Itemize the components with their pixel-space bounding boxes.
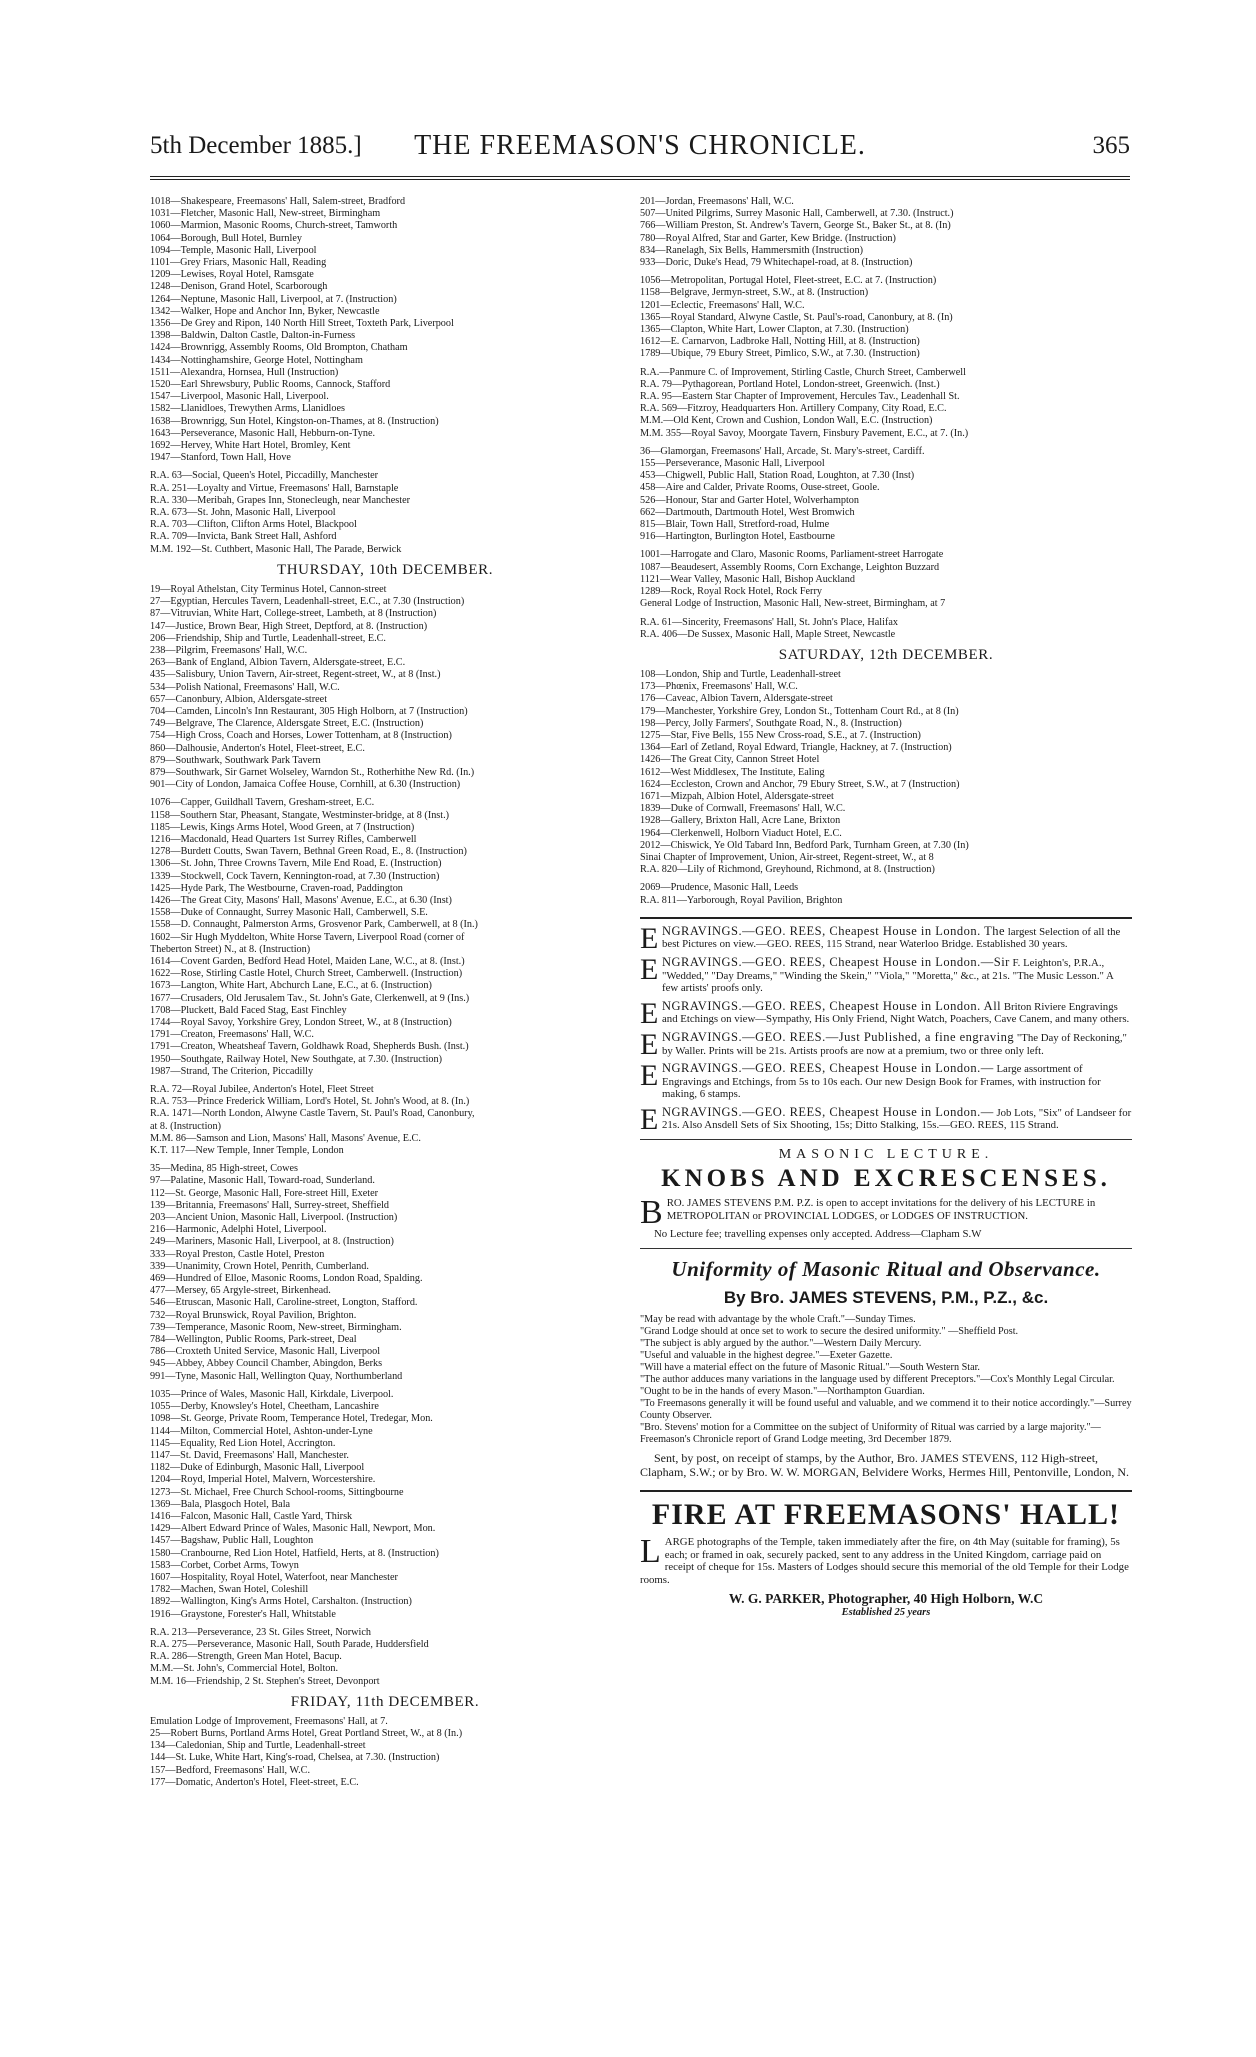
list-item: 1416—Falcon, Masonic Hall, Castle Yard, Thirsk xyxy=(150,1510,353,1522)
engravings-ad xyxy=(640,1027,1132,1061)
list-item: 1673—Langton, White Hart, Abchurch Lane, E.C., at 6. (Instruction) xyxy=(150,980,432,992)
friday-london-lodges xyxy=(150,1716,620,1789)
list-item: 1087—Beaudesert, Assembly Rooms, Corn Exchange, Leighton Buzzard xyxy=(640,561,940,573)
wednesday-chapters-list xyxy=(150,470,620,555)
engravings-ad xyxy=(640,921,1132,955)
list-item: R.A. 753—Prince Frederick William, Lord's Hotel, St. John's Wood, at 8. (In.) xyxy=(150,1096,470,1108)
list-item: "Bro. Stevens' motion for a Committee on the subject of Uniformity of Ritual was carried by a large majority."—Freemason's Chronicle report of Grand Lodge meeting, 3rd December 1879. xyxy=(640,1421,1101,1445)
engravings-ad xyxy=(640,1102,1132,1136)
list-item: 1964—Clerkenwell, Holborn Viaduct Hotel, E.C. xyxy=(640,827,842,839)
list-item: 35—Medina, 85 High-street, Cowes xyxy=(150,1163,298,1175)
list-item: 1744—Royal Savoy, Yorkshire Grey, London Street, W., at 8 (Instruction) xyxy=(150,1017,452,1028)
list-item: 155—Perseverance, Masonic Hall, Liverpool xyxy=(640,458,825,470)
book-title: Uniformity of Masonic Ritual and Observance. xyxy=(671,1256,1101,1281)
list-item: 201—Jordan, Freemasons' Hall, W.C. xyxy=(640,196,794,207)
list-item: 1209—Lewises, Royal Hotel, Ramsgate xyxy=(150,269,314,281)
book-reviews xyxy=(640,1314,1132,1446)
lecture-fee-note: No Lecture fee; travelling expenses only accepted. Address—Clapham S.W xyxy=(654,1228,982,1241)
thursday-london-lodges xyxy=(150,584,620,791)
list-item: 916—Hartington, Burlington Hotel, Eastbourne xyxy=(640,531,835,543)
list-item: 1289—Rock, Royal Rock Hotel, Rock Ferry xyxy=(640,586,822,598)
list-item: 1158—Belgrave, Jermyn-street, S.W., at 8. (Instruction) xyxy=(640,287,869,299)
list-item: Theberton Street) N., at 8. (Instruction) xyxy=(150,943,311,955)
list-item: 1426—The Great City, Cannon Street Hotel xyxy=(640,754,820,766)
friday-provincial-lodges xyxy=(640,446,1132,544)
saturday-provincial xyxy=(640,882,1132,906)
ad-body: "The Day of Reckoning," by Waller. Prints will be 21s. Artists proofs are now at a premium, two or three only left. xyxy=(662,1031,1127,1057)
list-item: 1364—Earl of Zetland, Royal Edward, Triangle, Hackney, at 7. (Instruction) xyxy=(640,742,952,754)
list-item: 1064—Borough, Bull Hotel, Burnley xyxy=(150,232,302,244)
list-item: 176—Caveac, Albion Tavern, Aldersgate-street xyxy=(640,693,833,705)
list-item: General Lodge of Instruction, Masonic Hall, New-street, Birmingham, at 7 xyxy=(640,598,946,610)
list-item: "May be read with advantage by the whole Craft."—Sunday Times. xyxy=(640,1313,916,1325)
list-item: 1426—The Great City, Masons' Hall, Masons' Avenue, E.C., at 6.30 (Inst) xyxy=(150,894,452,906)
list-item: 1520—Earl Shrewsbury, Public Rooms, Cannock, Stafford xyxy=(150,379,391,391)
list-item: 177—Domatic, Anderton's Hotel, Fleet-street, E.C. xyxy=(150,1776,359,1788)
list-item: 1001—Harrogate and Claro, Masonic Rooms, Parliament-street Harrogate xyxy=(640,549,944,561)
list-item: 860—Dalhousie, Anderton's Hotel, Fleet-street, E.C. xyxy=(150,742,365,754)
drop-cap: B xyxy=(640,1194,663,1232)
list-item: 458—Aire and Calder, Private Rooms, Ouse-street, Goole. xyxy=(640,482,880,494)
list-item: 1278—Burdett Coutts, Swan Tavern, Bethnal Green Road, E., 8. (Instruction) xyxy=(150,846,467,858)
list-item: 534—Polish National, Freemasons' Hall, W.C. xyxy=(150,681,340,693)
list-item: R.A. 569—Fitzroy, Headquarters Hon. Artillery Company, City Road, E.C. xyxy=(640,403,947,415)
list-item: 1643—Perseverance, Masonic Hall, Hebburn-on-Tyne. xyxy=(150,427,376,439)
ad-body: Large assortment of Engravings and Etchings, from 5s to 10s each. Our new Design Book for Frames, with instruction for making, 6 stamps. xyxy=(662,1063,1101,1101)
list-item: 87—Vitruvian, White Hart, College-street, Lambeth, at 8 (Instruction) xyxy=(150,608,437,620)
list-item: 435—Salisbury, Union Tavern, Air-street, Regent-street, W., at 8 (Inst.) xyxy=(150,669,441,681)
lecture-label: MASONIC LECTURE. xyxy=(778,1147,994,1163)
list-item: 546—Etruscan, Masonic Hall, Caroline-street, Longton, Stafford. xyxy=(150,1297,418,1309)
header-rule-thin xyxy=(150,179,1130,180)
friday-provincial-chapters xyxy=(640,617,1132,641)
ad-body: Briton Riviere Engravings and Etchings on view—Sympathy, His Only Friend, Night Watch, Poachers, Cave Canem, and many others. xyxy=(662,1000,1130,1026)
list-item: 1624—Eccleston, Crown and Anchor, 79 Ebury Street, S.W., at 7 (Instruction) xyxy=(640,778,960,790)
list-item: 1424—Brownrigg, Assembly Rooms, Old Brompton, Chatham xyxy=(150,342,408,354)
ad-body: largest Selection of all the best Pictures on view.—GEO. REES, 115 Strand, near Waterloo Bridge. Established 30 years. xyxy=(662,925,1121,951)
list-item: 879—Southwark, Southwark Park Tavern xyxy=(150,754,321,766)
list-item: 749—Belgrave, The Clarence, Aldersgate Street, E.C. (Instruction) xyxy=(150,718,424,730)
list-item: R.A. 61—Sincerity, Freemasons' Hall, St. John's Place, Halifax xyxy=(640,616,898,628)
drop-cap: L xyxy=(640,1532,661,1570)
list-item: 1144—Milton, Commercial Hotel, Ashton-under-Lyne xyxy=(150,1425,373,1437)
book-order-info: Sent, by post, on receipt of stamps, by the Author, Bro. JAMES STEVENS, 112 High-street, Clapham, S.W.; or by Bro. W. W. MORGAN, Belvidere Works, Hermes Hill, Pentonville, London, N. xyxy=(640,1450,1130,1480)
list-item: 25—Robert Burns, Portland Arms Hotel, Great Portland Street, W., at 8 (In.) xyxy=(150,1727,463,1739)
engravings-ad xyxy=(640,952,1132,995)
list-item: 879—Southwark, Sir Garnet Wolseley, Warndon St., Rotherhithe New Rd. (In.) xyxy=(150,766,475,778)
list-item: 1031—Fletcher, Masonic Hall, New-street, Birmingham xyxy=(150,208,381,220)
list-item: 754—High Cross, Coach and Horses, Lower Tottenham, at 8 (Instruction) xyxy=(150,730,452,742)
drop-cap: E xyxy=(640,996,659,1030)
list-item: 780—Royal Alfred, Star and Garter, Kew Bridge. (Instruction) xyxy=(640,232,896,244)
list-item: 144—St. Luke, White Hart, King's-road, Chelsea, at 7.30. (Instruction) xyxy=(150,1752,440,1764)
list-item: R.A. 330—Meribah, Grapes Inn, Stonecleugh, near Manchester xyxy=(150,494,410,506)
friday-chapters xyxy=(640,367,1132,440)
list-item: 991—Tyne, Masonic Hall, Wellington Quay, Northumberland xyxy=(150,1370,403,1382)
list-item: M.M.—Old Kent, Crown and Cushion, London Wall, E.C. (Instruction) xyxy=(640,415,933,427)
list-item: 1614—Covent Garden, Bedford Head Hotel, Maiden Lane, W.C., at 8. (Inst.) xyxy=(150,955,465,967)
list-item: M.M. 16—Friendship, 2 St. Stephen's Street, Devonport xyxy=(150,1675,380,1687)
established-note: Established 25 years xyxy=(841,1607,931,1619)
list-item: 112—St. George, Masonic Hall, Fore-street Hill, Exeter xyxy=(150,1187,379,1199)
lecture-title: KNOBS AND EXCRESCENSES. xyxy=(661,1165,1111,1193)
list-item: 704—Camden, Lincoln's Inn Restaurant, 305 High Holborn, at 7 (Instruction) xyxy=(150,705,468,717)
list-item: 1216—Macdonald, Head Quarters 1st Surrey Rifles, Camberwell xyxy=(150,833,417,845)
list-item: 1339—Stockwell, Cock Tavern, Kennington-road, at 7.30 (Instruction) xyxy=(150,870,440,882)
list-item: 1121—Wear Valley, Masonic Hall, Bishop Auckland xyxy=(640,573,855,585)
list-item: 1060—Marmion, Masonic Rooms, Church-street, Tamworth xyxy=(150,220,398,232)
fire-notice xyxy=(640,1532,1132,1587)
engravings-ad xyxy=(640,1059,1132,1101)
list-item: 1248—Denison, Grand Hotel, Scarborough xyxy=(150,281,328,293)
list-item: "To Freemasons generally it will be found useful and valuable, and we commend it to their notice accordingly."—Surrey County Observer. xyxy=(640,1397,1132,1421)
list-item: R.A. 1471—North London, Alwyne Castle Tavern, St. Paul's Road, Canonbury, xyxy=(150,1108,475,1120)
list-item: M.M. 192—St. Cuthbert, Masonic Hall, The Parade, Berwick xyxy=(150,543,402,555)
list-item: at 8. (Instruction) xyxy=(150,1120,222,1132)
photographer-credit: W. G. PARKER, Photographer, 40 High Holborn, W.C xyxy=(728,1591,1044,1607)
list-item: 1839—Duke of Cornwall, Freemasons' Hall, W.C. xyxy=(640,803,846,815)
ad-headline: NGRAVINGS.—GEO. REES, Cheapest House in London. The xyxy=(662,923,1006,938)
list-item: R.A. 79—Pythagorean, Portland Hotel, London-street, Greenwich. (Inst.) xyxy=(640,378,940,390)
list-item: 507—United Pilgrims, Surrey Masonic Hall, Camberwell, at 7.30. (Instruct.) xyxy=(640,208,954,220)
list-item: 1547—Liverpool, Masonic Hall, Liverpool. xyxy=(150,391,329,403)
lecture-body: RO. JAMES STEVENS P.M. P.Z. is open to accept invitations for the delivery of his LECTURE in METROPOLITAN or PROVINCIAL LODGES, or LODGES OF INSTRUCTION. xyxy=(666,1197,1096,1222)
list-item: 97—Palatine, Masonic Hall, Toward-road, Sunderland. xyxy=(150,1175,375,1187)
list-item: 1035—Prince of Wales, Masonic Hall, Kirkdale, Liverpool. xyxy=(150,1388,394,1400)
list-item: 1612—E. Carnarvon, Ladbroke Hall, Notting Hill, at 8. (Instruction) xyxy=(640,336,920,348)
issue-date: 5th December 1885.] xyxy=(150,132,362,159)
list-item: "Will have a material effect on the future of Masonic Ritual."—South Western Star. xyxy=(640,1361,980,1373)
list-item: 1582—Llanidloes, Trewythen Arms, Llanidloes xyxy=(150,403,345,415)
list-item: 901—City of London, Jamaica Coffee House, Cornhill, at 6.30 (Instruction) xyxy=(150,779,461,791)
section-rule xyxy=(640,1490,1132,1492)
list-item: 1916—Graystone, Forester's Hall, Whitstable xyxy=(150,1608,336,1620)
list-item: 1583—Corbet, Corbet Arms, Towyn xyxy=(150,1559,299,1571)
saturday-heading: SATURDAY, 12th DECEMBER. xyxy=(778,646,994,663)
list-item: 1398—Baldwin, Dalton Castle, Dalton-in-Furness xyxy=(150,330,356,342)
ad-headline: NGRAVINGS.—GEO. REES, Cheapest House in London.—Sir xyxy=(662,954,1010,969)
list-item: 815—Blair, Town Hall, Stretford-road, Hulme xyxy=(640,519,830,531)
list-item: R.A. 406—De Sussex, Masonic Hall, Maple Street, Newcastle xyxy=(640,628,896,640)
list-item: 147—Justice, Brown Bear, High Street, Deptford, at 8. (Instruction) xyxy=(150,620,428,632)
list-item: R.A. 95—Eastern Star Chapter of Improvement, Hercules Tav., Leadenhall St. xyxy=(640,391,960,403)
drop-cap: E xyxy=(640,1059,659,1093)
divider xyxy=(640,1248,1132,1249)
list-item: 203—Ancient Union, Masonic Hall, Liverpool. (Instruction) xyxy=(150,1212,398,1224)
list-item: 477—Mersey, 65 Argyle-street, Birkenhead. xyxy=(150,1285,331,1297)
list-item: 1947—Stanford, Town Hall, Hove xyxy=(150,452,291,464)
list-item: 1365—Royal Standard, Alwyne Castle, St. Paul's-road, Canonbury, at 8. (In) xyxy=(640,311,953,323)
list-item: 1622—Rose, Stirling Castle Hotel, Church Street, Camberwell. (Instruction) xyxy=(150,968,463,980)
list-item: R.A. 72—Royal Jubilee, Anderton's Hotel, Fleet Street xyxy=(150,1084,374,1096)
ad-headline: NGRAVINGS.—GEO. REES, Cheapest House in London.— xyxy=(662,1104,994,1119)
list-item: 834—Ranelagh, Six Bells, Hammersmith (Instruction) xyxy=(640,244,863,256)
list-item: 1101—Grey Friars, Masonic Hall, Reading xyxy=(150,257,327,269)
list-item: 933—Doric, Duke's Head, 79 Whitechapel-road, at 8. (Instruction) xyxy=(640,257,913,269)
list-item: 108—London, Ship and Turtle, Leadenhall-street xyxy=(640,668,841,680)
ad-body: Job Lots, "Six" of Landseer for 21s. Also Ansdell Sets of Six Shooting, 15s; Ditto Stalking, 15s.—GEO. REES, 115 Strand. xyxy=(662,1106,1132,1132)
lecture-notice xyxy=(640,1194,1132,1232)
list-item: 1076—Capper, Guildhall Tavern, Gresham-street, E.C. xyxy=(150,797,375,809)
list-item: 1558—Duke of Connaught, Surrey Masonic Hall, Camberwell, S.E. xyxy=(150,907,428,919)
list-item: 198—Percy, Jolly Farmers', Southgate Road, N., 8. (Instruction) xyxy=(640,717,902,729)
list-item: 263—Bank of England, Albion Tavern, Aldersgate-street, E.C. xyxy=(150,657,406,669)
divider xyxy=(640,1139,1132,1140)
list-item: 2069—Prudence, Masonic Hall, Leeds xyxy=(640,882,799,894)
list-item: R.A. 811—Yarborough, Royal Pavilion, Brighton xyxy=(640,894,843,906)
wednesday-continued-list xyxy=(150,196,620,464)
friday-list-continued xyxy=(640,196,1132,269)
list-item: 134—Caledonian, Ship and Turtle, Leadenhall-street xyxy=(150,1740,366,1752)
list-item: M.M.—St. John's, Commercial Hotel, Bolton. xyxy=(150,1663,339,1675)
list-item: 1056—Metropolitan, Portugal Hotel, Fleet-street, E.C. at 7. (Instruction) xyxy=(640,275,937,287)
list-item: R.A. 213—Perseverance, 23 St. Giles Street, Norwich xyxy=(150,1626,371,1638)
list-item: R.A.—Panmure C. of Improvement, Stirling Castle, Church Street, Camberwell xyxy=(640,366,966,378)
list-item: 139—Britannia, Freemasons' Hall, Surrey-street, Sheffield xyxy=(150,1199,390,1211)
list-item: 1511—Alexandra, Hornsea, Hull (Instruction) xyxy=(150,366,339,378)
fire-body: ARGE photographs of the Temple, taken immediately after the fire, on 4th May (suitable for framing), 5s each; or framed in oak, securely packed, sent to any address in the United Kingdom, carriage paid on receipt of cheque for 15s. Masters of Lodges should secure this memorial of the old Temple for their Lodge rooms. xyxy=(640,1535,1129,1587)
list-item: 1782—Machen, Swan Hotel, Coleshill xyxy=(150,1584,309,1596)
left-column xyxy=(150,196,620,1789)
list-item: 1342—Walker, Hope and Anchor Inn, Byker, Newcastle xyxy=(150,305,380,317)
thursday-chapters xyxy=(150,1084,620,1157)
list-item: 1429—Albert Edward Prince of Wales, Masonic Hall, Newport, Mon. xyxy=(150,1523,436,1535)
list-item: 2012—Chiswick, Ye Old Tabard Inn, Bedford Park, Turnham Green, at 7.30 (In) xyxy=(640,839,969,851)
list-item: 1182—Duke of Edinburgh, Masonic Hall, Liverpool xyxy=(150,1462,365,1474)
list-item: 249—Mariners, Masonic Hall, Liverpool, at 8. (Instruction) xyxy=(150,1236,394,1248)
list-item: M.M. 86—Samson and Lion, Masons' Hall, Masons' Avenue, E.C. xyxy=(150,1132,421,1144)
list-item: 1580—Cranbourne, Red Lion Hotel, Hatfield, Herts, at 8. (Instruction) xyxy=(150,1547,439,1559)
list-item: 339—Unanimity, Crown Hotel, Penrith, Cumberland. xyxy=(150,1260,369,1272)
list-item: 27—Egyptian, Hercules Tavern, Leadenhall-street, E.C., at 7.30 (Instruction) xyxy=(150,596,465,608)
list-item: 1791—Creaton, Freemasons' Hall, W.C. xyxy=(150,1029,314,1041)
friday-provincial-lodges-2 xyxy=(640,549,1132,610)
list-item: 1602—Sir Hugh Myddelton, White Horse Tavern, Liverpool Road (corner of xyxy=(150,931,465,943)
section-rule xyxy=(640,917,1132,919)
list-item: "Ought to be in the hands of every Mason."—Northampton Guardian. xyxy=(640,1385,925,1397)
list-item: 333—Royal Preston, Castle Hotel, Preston xyxy=(150,1248,325,1260)
list-item: 453—Chigwell, Public Hall, Station Road, Loughton, at 7.30 (Inst) xyxy=(640,470,915,482)
list-item: 1612—West Middlesex, The Institute, Ealing xyxy=(640,766,825,778)
page-number: 365 xyxy=(1092,132,1130,159)
list-item: "Grand Lodge should at once set to work to secure the desired uniformity." —Sheffield Post. xyxy=(640,1325,1019,1337)
list-item: 786—Croxteth United Service, Masonic Hall, Liverpool xyxy=(150,1346,381,1358)
publication-title: THE FREEMASON'S CHRONICLE. xyxy=(414,130,866,161)
list-item: 1273—St. Michael, Free Church School-rooms, Sittingbourne xyxy=(150,1486,404,1498)
drop-cap: E xyxy=(640,921,659,955)
list-item: 157—Bedford, Freemasons' Hall, W.C. xyxy=(150,1764,311,1776)
ad-headline: NGRAVINGS.—GEO. REES.—Just Published, a fine engraving xyxy=(662,1029,1015,1044)
list-item: 1692—Hervey, White Hart Hotel, Bromley, Kent xyxy=(150,440,351,452)
list-item: 662—Dartmouth, Dartmouth Hotel, West Bromwich xyxy=(640,506,855,518)
list-item: 1425—Hyde Park, The Westbourne, Craven-road, Paddington xyxy=(150,882,403,894)
header-rule xyxy=(150,176,1130,177)
list-item: 1928—Gallery, Brixton Hall, Acre Lane, Brixton xyxy=(640,815,841,827)
ad-body: F. Leighton's, P.R.A., "Wedded," "Day Dreams," "Winding the Skein," "Viola," "Moretta," &c., at 21s. "The Music Lesson." A few artists' proofs only. xyxy=(662,956,1114,995)
list-item: 1264—Neptune, Masonic Hall, Liverpool, at 7. (Instruction) xyxy=(150,293,397,305)
list-item: 1558—D. Connaught, Palmerston Arms, Grosvenor Park, Camberwell, at 8 (In.) xyxy=(150,919,478,931)
thursday-heading: THURSDAY, 10th DECEMBER. xyxy=(276,561,494,578)
list-item: 732—Royal Brunswick, Royal Pavilion, Brighton. xyxy=(150,1309,357,1321)
list-item: R.A. 251—Loyalty and Virtue, Freemasons' Hall, Barnstaple xyxy=(150,482,399,494)
list-item: 1607—Hospitality, Royal Hotel, Waterfoot, near Manchester xyxy=(150,1571,398,1583)
fire-title: FIRE AT FREEMASONS' HALL! xyxy=(651,1497,1121,1531)
list-item: K.T. 117—New Temple, Inner Temple, London xyxy=(150,1145,344,1157)
thursday-provincial-lodges xyxy=(150,1163,620,1383)
list-item: 784—Wellington, Public Rooms, Park-street, Deal xyxy=(150,1334,357,1346)
list-item: Sinai Chapter of Improvement, Union, Air-street, Regent-street, W., at 8 xyxy=(640,851,934,863)
thursday-provincial-chapters xyxy=(150,1627,620,1688)
list-item: 1671—Mizpah, Albion Hotel, Aldersgate-street xyxy=(640,790,834,802)
list-item: 1094—Temple, Masonic Hall, Liverpool xyxy=(150,244,317,256)
friday-list-continued-2 xyxy=(640,275,1132,360)
drop-cap: E xyxy=(640,1102,659,1136)
list-item: "The author adduces many variations in the language used by different Preceptors."—Cox's Monthly Legal Circular. xyxy=(640,1373,1115,1385)
list-item: "The subject is ably argued by the author."—Western Daily Mercury. xyxy=(640,1337,922,1349)
friday-heading: FRIDAY, 11th DECEMBER. xyxy=(290,1693,480,1710)
list-item: M.M. 355—Royal Savoy, Moorgate Tavern, Finsbury Pavement, E.C., at 7. (In.) xyxy=(640,427,969,439)
list-item: 1055—Derby, Knowsley's Hotel, Cheetham, Lancashire xyxy=(150,1401,379,1413)
page-header xyxy=(150,128,1130,168)
list-item: 206—Friendship, Ship and Turtle, Leadenhall-street, E.C. xyxy=(150,632,386,644)
list-item: 1892—Wallington, King's Arms Hotel, Carshalton. (Instruction) xyxy=(150,1596,412,1608)
list-item: 238—Pilgrim, Freemasons' Hall, W.C. xyxy=(150,644,308,656)
list-item: 1950—Southgate, Railway Hotel, New Southgate, at 7.30. (Instruction) xyxy=(150,1053,442,1065)
list-item: 657—Canonbury, Albion, Aldersgate-street xyxy=(150,693,328,705)
list-item: 526—Honour, Star and Garter Hotel, Wolverhampton xyxy=(640,494,859,506)
list-item: 1356—De Grey and Ripon, 140 North Hill Street, Toxteth Park, Liverpool xyxy=(150,318,454,330)
list-item: R.A. 703—Clifton, Clifton Arms Hotel, Blackpool xyxy=(150,519,357,531)
thursday-provincial-lodges-2 xyxy=(150,1389,620,1621)
list-item: 1791—Creaton, Wheatsheaf Tavern, Goldhawk Road, Shepherds Bush. (Inst.) xyxy=(150,1041,469,1053)
list-item: 469—Hundred of Elloe, Masonic Rooms, London Road, Spalding. xyxy=(150,1273,423,1285)
list-item: 1365—Clapton, White Hart, Lower Clapton, at 7.30. (Instruction) xyxy=(640,324,909,336)
thursday-london-lodges-2 xyxy=(150,797,620,1078)
list-item: 216—Harmonic, Adelphi Hotel, Liverpool. xyxy=(150,1224,327,1236)
list-item: 1145—Equality, Red Lion Hotel, Accrington. xyxy=(150,1437,336,1449)
list-item: R.A. 673—St. John, Masonic Hall, Liverpool xyxy=(150,507,336,519)
engravings-ad xyxy=(640,996,1132,1030)
list-item: R.A. 286—Strength, Green Man Hotel, Bacup. xyxy=(150,1651,342,1663)
list-item: 19—Royal Athelstan, City Terminus Hotel, Cannon-street xyxy=(150,583,387,595)
list-item: 36—Glamorgan, Freemasons' Hall, Arcade, St. Mary's-street, Cardiff. xyxy=(640,445,925,457)
list-item: 1457—Bagshaw, Public Hall, Loughton xyxy=(150,1535,314,1547)
list-item: 1677—Crusaders, Old Jerusalem Tav., St. John's Gate, Clerkenwell, at 9 (Ins.) xyxy=(150,992,470,1004)
list-item: 1204—Royd, Imperial Hotel, Malvern, Worcestershire. xyxy=(150,1474,376,1486)
list-item: 945—Abbey, Abbey Council Chamber, Abingdon, Berks xyxy=(150,1358,383,1370)
list-item: R.A. 63—Social, Queen's Hotel, Piccadilly, Manchester xyxy=(150,470,379,482)
ad-headline: NGRAVINGS.—GEO. REES, Cheapest House in London.— xyxy=(662,1061,994,1076)
ad-headline: NGRAVINGS.—GEO. REES, Cheapest House in London. All xyxy=(662,998,1002,1013)
saturday-lodges xyxy=(640,669,1132,876)
list-item: 1018—Shakespeare, Freemasons' Hall, Salem-street, Bradford xyxy=(150,196,406,207)
list-item: 1987—Strand, The Criterion, Piccadilly xyxy=(150,1065,314,1077)
list-item: 173—Phœnix, Freemasons' Hall, W.C. xyxy=(640,681,798,693)
list-item: 1708—Pluckett, Bald Faced Stag, East Finchley xyxy=(150,1004,347,1016)
list-item: 739—Temperance, Masonic Room, New-street, Birmingham. xyxy=(150,1321,402,1333)
list-item: 1201—Eclectic, Freemasons' Hall, W.C. xyxy=(640,299,805,311)
list-item: 1275—Star, Five Bells, 155 New Cross-road, S.E., at 7. (Instruction) xyxy=(640,729,921,741)
list-item: R.A. 820—Lily of Richmond, Greyhound, Richmond, at 8. (Instruction) xyxy=(640,864,935,876)
drop-cap: E xyxy=(640,1027,659,1061)
list-item: 1185—Lewis, Kings Arms Hotel, Wood Green, at 7 (Instruction) xyxy=(150,821,415,833)
right-column xyxy=(640,196,1132,1618)
list-item: 1638—Brownrigg, Sun Hotel, Kingston-on-Thames, at 8. (Instruction) xyxy=(150,415,439,427)
list-item: 1147—St. David, Freemasons' Hall, Manchester. xyxy=(150,1449,349,1461)
list-item: 1098—St. George, Private Room, Temperance Hotel, Tredegar, Mon. xyxy=(150,1413,433,1425)
list-item: 1434—Nottinghamshire, George Hotel, Nottingham xyxy=(150,354,363,366)
list-item: 1369—Bala, Plasgoch Hotel, Bala xyxy=(150,1498,291,1510)
list-item: 1789—Ubique, 79 Ebury Street, Pimlico, S.W., at 7.30. (Instruction) xyxy=(640,348,920,360)
book-byline: By Bro. JAMES STEVENS, P.M., P.Z., &c. xyxy=(723,1287,1049,1307)
list-item: Emulation Lodge of Improvement, Freemasons' Hall, at 7. xyxy=(150,1715,388,1727)
list-item: R.A. 709—Invicta, Bank Street Hall, Ashford xyxy=(150,531,337,543)
drop-cap: E xyxy=(640,952,659,986)
list-item: 1306—St. John, Three Crowns Tavern, Mile End Road, E. (Instruction) xyxy=(150,858,442,870)
list-item: "Useful and valuable in the highest degree."—Exeter Gazette. xyxy=(640,1349,893,1361)
list-item: 1158—Southern Star, Pheasant, Stangate, Westminster-bridge, at 8 (Inst.) xyxy=(150,809,450,821)
list-item: 766—William Preston, St. Andrew's Tavern, George St., Baker St., at 8. (In) xyxy=(640,220,951,232)
list-item: R.A. 275—Perseverance, Masonic Hall, South Parade, Huddersfield xyxy=(150,1638,429,1650)
list-item: 179—Manchester, Yorkshire Grey, London St., Tottenham Court Rd., at 8 (In) xyxy=(640,705,959,717)
